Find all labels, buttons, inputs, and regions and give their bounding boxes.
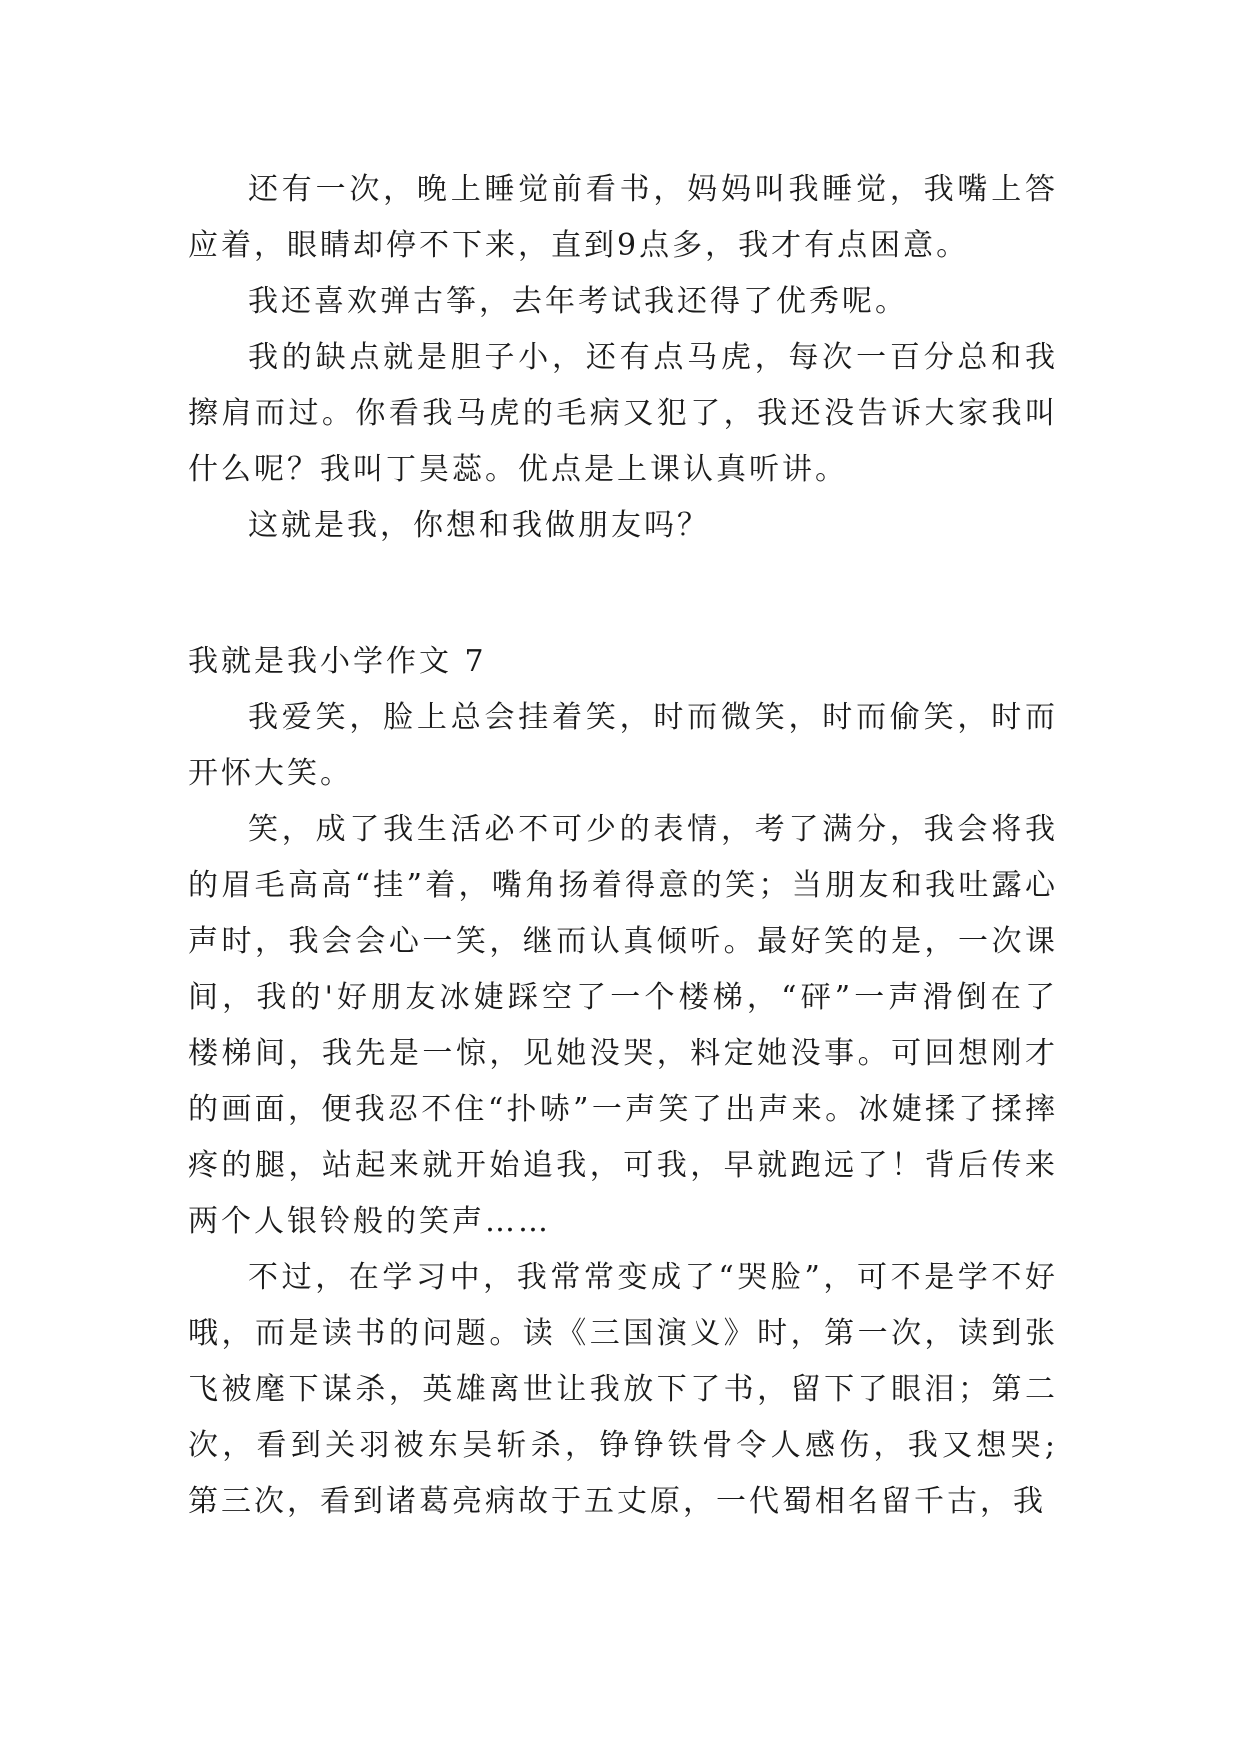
paragraph: 不过，在学习中，我常常变成了“哭脸”，可不是学不好哦，而是读书的问题。读《三国演义》时，第一次，读到张飞被麾下谋杀，英雄离世让我放下了书，留下了眼泪；第二次，看到关羽被东吴斩杀，铮铮铁骨令人感伤，我又想哭;第三次，看到诸葛亮病故于五丈原，一代蜀相名留千古，我 [188,1260,1058,1519]
document-body [188,162,1058,1530]
section-title: 我就是我小学作文 7 [188,644,487,679]
paragraph: 还有一次，晚上睡觉前看书，妈妈叫我睡觉，我嘴上答应着，眼睛却停不下来，直到9点多，我才有点困意。 [188,172,1058,263]
paragraph: 这就是我，你想和我做朋友吗？ [248,508,710,543]
paragraph: 我还喜欢弹古筝，去年考试我还得了优秀呢。 [248,284,908,319]
paragraph: 我的缺点就是胆子小，还有点马虎，每次一百分总和我擦肩而过。你看我马虎的毛病又犯了，我还没告诉大家我叫什么呢？我叫丁昊蕊。优点是上课认真听讲。 [188,340,1058,487]
paragraph: 笑，成了我生活必不可少的表情，考了满分，我会将我的眉毛高高“挂”着，嘴角扬着得意的笑；当朋友和我吐露心声时，我会会心一笑，继而认真倾听。最好笑的是，一次课间，我的'好朋友冰婕踩空了一个楼梯，“砰”一声滑倒在了楼梯间，我先是一惊，见她没哭，料定她没事。可回想刚才的画面，便我忍不住“扑哧”一声笑了出声来。冰婕揉了揉摔疼的腿，站起来就开始追我，可我，早就跑远了！背后传来两个人银铃般的笑声…… [188,812,1058,1239]
paragraph: 我爱笑，脸上总会挂着笑，时而微笑，时而偷笑，时而开怀大笑。 [188,700,1058,791]
